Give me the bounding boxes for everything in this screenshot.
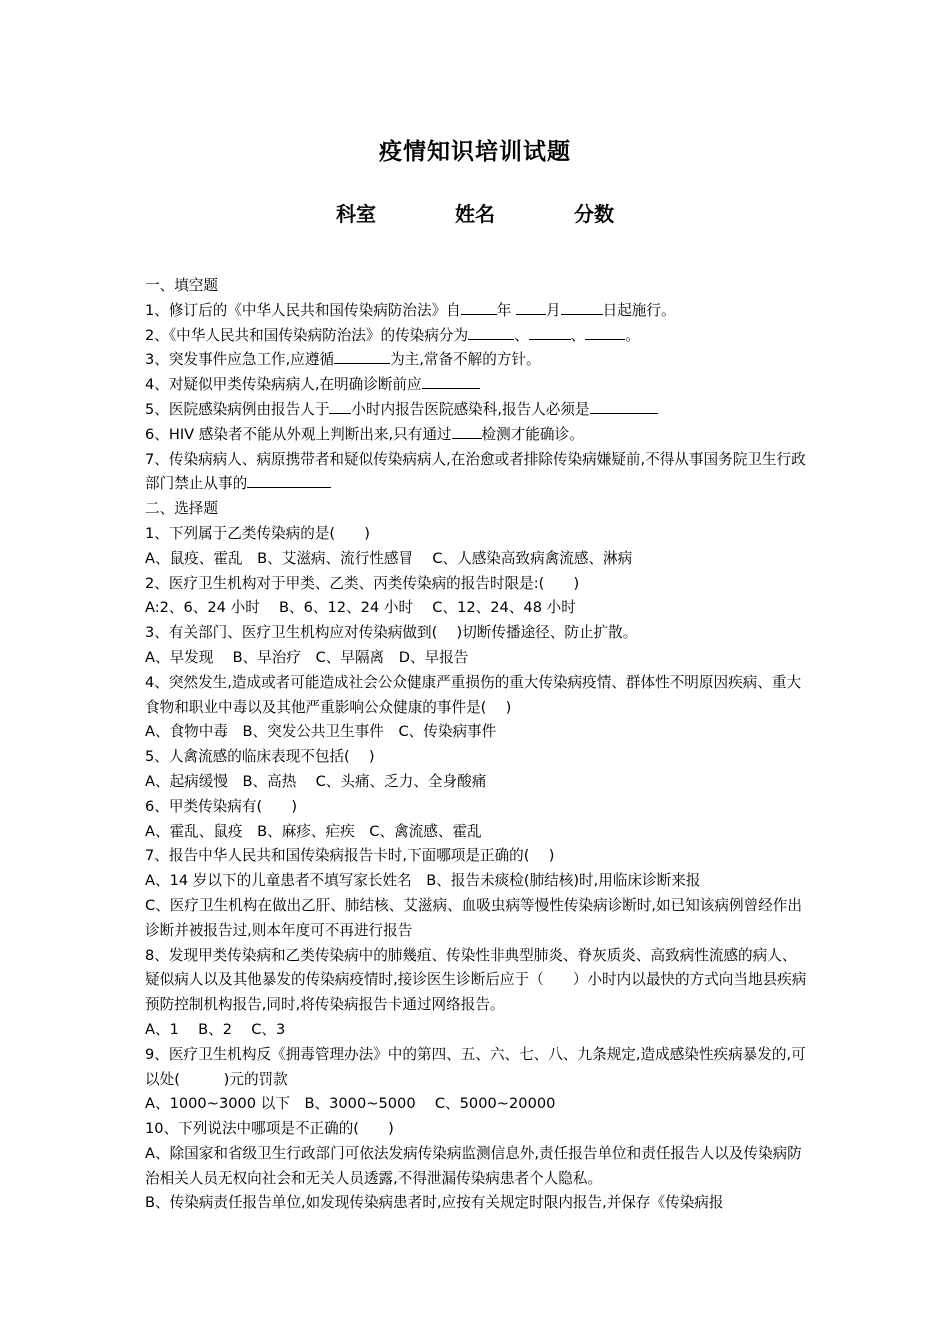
choice-options: A、霍乱、鼠疫 B、麻疹、疟疾 C、禽流感、霍乱 xyxy=(145,822,482,840)
choice-options: C、医疗卫生机构在做出乙肝、肺结核、艾滋病、血吸虫病等慢性传染病诊断时,如已知该病例曾经作出诊断并被报告过,则本年度可不再进行报告 xyxy=(145,896,802,939)
choice-line: 6、甲类传染病有( ) xyxy=(145,797,298,815)
answer-blank[interactable] xyxy=(329,398,351,414)
choice-options: A、14 岁以下的儿童患者不填写家长姓名 B、报告未痰检(肺结核)时,用临床诊断来报 xyxy=(145,872,701,890)
fill-question-7: 7、传染病病人、病原携带者和疑似传染病病人,在治愈或者排除传染病嫌疑前,不得从事国务院卫生行政部门禁止从事的 xyxy=(145,450,806,493)
fill-question-2: 2、《中华人民共和国传染病防治法》的传染病分为 、 、 。 xyxy=(145,324,810,349)
choice-line: 3、有关部门、医疗卫生机构应对传染病做到( )切断传播途径、防止扩散。 xyxy=(145,624,638,642)
fill-question-4: 4、对疑似甲类传染病病人,在明确诊断前应 xyxy=(145,373,810,398)
header-fields xyxy=(0,198,950,227)
answer-blank[interactable] xyxy=(461,299,497,315)
choice-line: 10、下列说法中哪项是不正确的( ) xyxy=(145,1120,394,1138)
choice-options: A、起病缓慢 B、高热 C、头痛、乏力、全身酸痛 xyxy=(145,772,487,790)
fill-question-6: 6、HIV 感染者不能从外观上判断出来,只有通过 检测才能确诊。 xyxy=(145,423,810,448)
exam-body xyxy=(145,274,810,1216)
choice-questions xyxy=(145,522,810,1216)
choice-options: A、除国家和省级卫生行政部门可依法发病传染病监测信息外,责任报告单位和责任报告人以及传染病防治相关人员无权向社会和无关人员透露,不得泄漏传染病患者个人隐私。 xyxy=(145,1144,802,1187)
choice-line: 5、人禽流感的临床表现不包括( ) xyxy=(145,748,375,766)
answer-blank[interactable] xyxy=(529,324,571,340)
fill-question-1: 1、修订后的《中华人民共和国传染病防治法》自 年 月 日起施行。 xyxy=(145,299,810,324)
choice-options: A:2、6、24 小时 B、6、12、24 小时 C、12、24、48 小时 xyxy=(145,599,576,617)
answer-blank[interactable] xyxy=(422,373,480,389)
choice-line: 1、下列属于乙类传染病的是( ) xyxy=(145,524,370,542)
choice-line: 2、医疗卫生机构对于甲类、乙类、丙类传染病的报告时限是:( ) xyxy=(145,574,580,592)
section-heading-choice: 二、选择题 xyxy=(145,500,218,518)
choice-options: A、1 B、2 C、3 xyxy=(145,1020,286,1038)
choice-options: A、食物中毒 B、突发公共卫生事件 C、传染病事件 xyxy=(145,723,497,741)
page-title: 疫情知识培训试题 xyxy=(379,139,571,165)
choice-line: 9、医疗卫生机构反《拥毒管理办法》中的第四、五、六、七、八、九条规定,造成感染性疾病暴发的,可以处( )元的罚款 xyxy=(145,1045,806,1088)
choice-options: A、1000~3000 以下 B、3000~5000 C、5000~20000 xyxy=(145,1095,556,1113)
answer-blank[interactable] xyxy=(468,324,514,340)
answer-blank[interactable] xyxy=(561,299,603,315)
score-label: 分数 xyxy=(573,202,614,226)
answer-blank[interactable] xyxy=(585,324,625,340)
dept-label: 科室 xyxy=(336,202,377,226)
answer-blank[interactable] xyxy=(516,299,546,315)
fill-question-5: 5、医院感染病例由报告人于 小时内报告医院感染科,报告人必须是 xyxy=(145,398,810,423)
choice-line: 8、发现甲类传染病和乙类传染病中的肺幾疽、传染性非典型肺炎、脊灰质炎、高致病性流感的病人、疑似病人以及其他暴发的传染病疫情时,接诊医生诊断后应于（ ）小时内以最快的方式向当地县疾病预防控制机构报告,同时,将传染病报告卡通过网络报告。 xyxy=(145,946,807,1014)
answer-blank[interactable] xyxy=(452,423,482,439)
answer-blank[interactable] xyxy=(590,398,658,414)
section-heading-fill-blank: 一、填空题 xyxy=(145,277,218,294)
answer-blank[interactable] xyxy=(247,472,331,488)
choice-options: B、传染病责任报告单位,如发现传染病患者时,应按有关规定时限内报告,并保存《传染病报 xyxy=(145,1194,724,1212)
choice-options: A、鼠疫、霍乱 B、艾滋病、流行性感冒 C、人感染高致病禽流感、淋病 xyxy=(145,549,633,567)
name-label: 姓名 xyxy=(455,202,495,226)
fill-question-3: 3、突发事件应急工作,应遵循 为主,常备不解的方针。 xyxy=(145,348,810,373)
choice-options: A、早发现 B、早治疗 C、早隔离 D、早报告 xyxy=(145,648,469,666)
answer-blank[interactable] xyxy=(334,348,390,364)
choice-line: 4、突然发生,造成或者可能造成社会公众健康严重损伤的重大传染病疫情、群体性不明原因疾病、重大食物和职业中毒以及其他严重影响公众健康的事件是( ) xyxy=(145,673,802,716)
choice-line: 7、报告中华人民共和国传染病报告卡时,下面哪项是正确的( ) xyxy=(145,847,555,865)
